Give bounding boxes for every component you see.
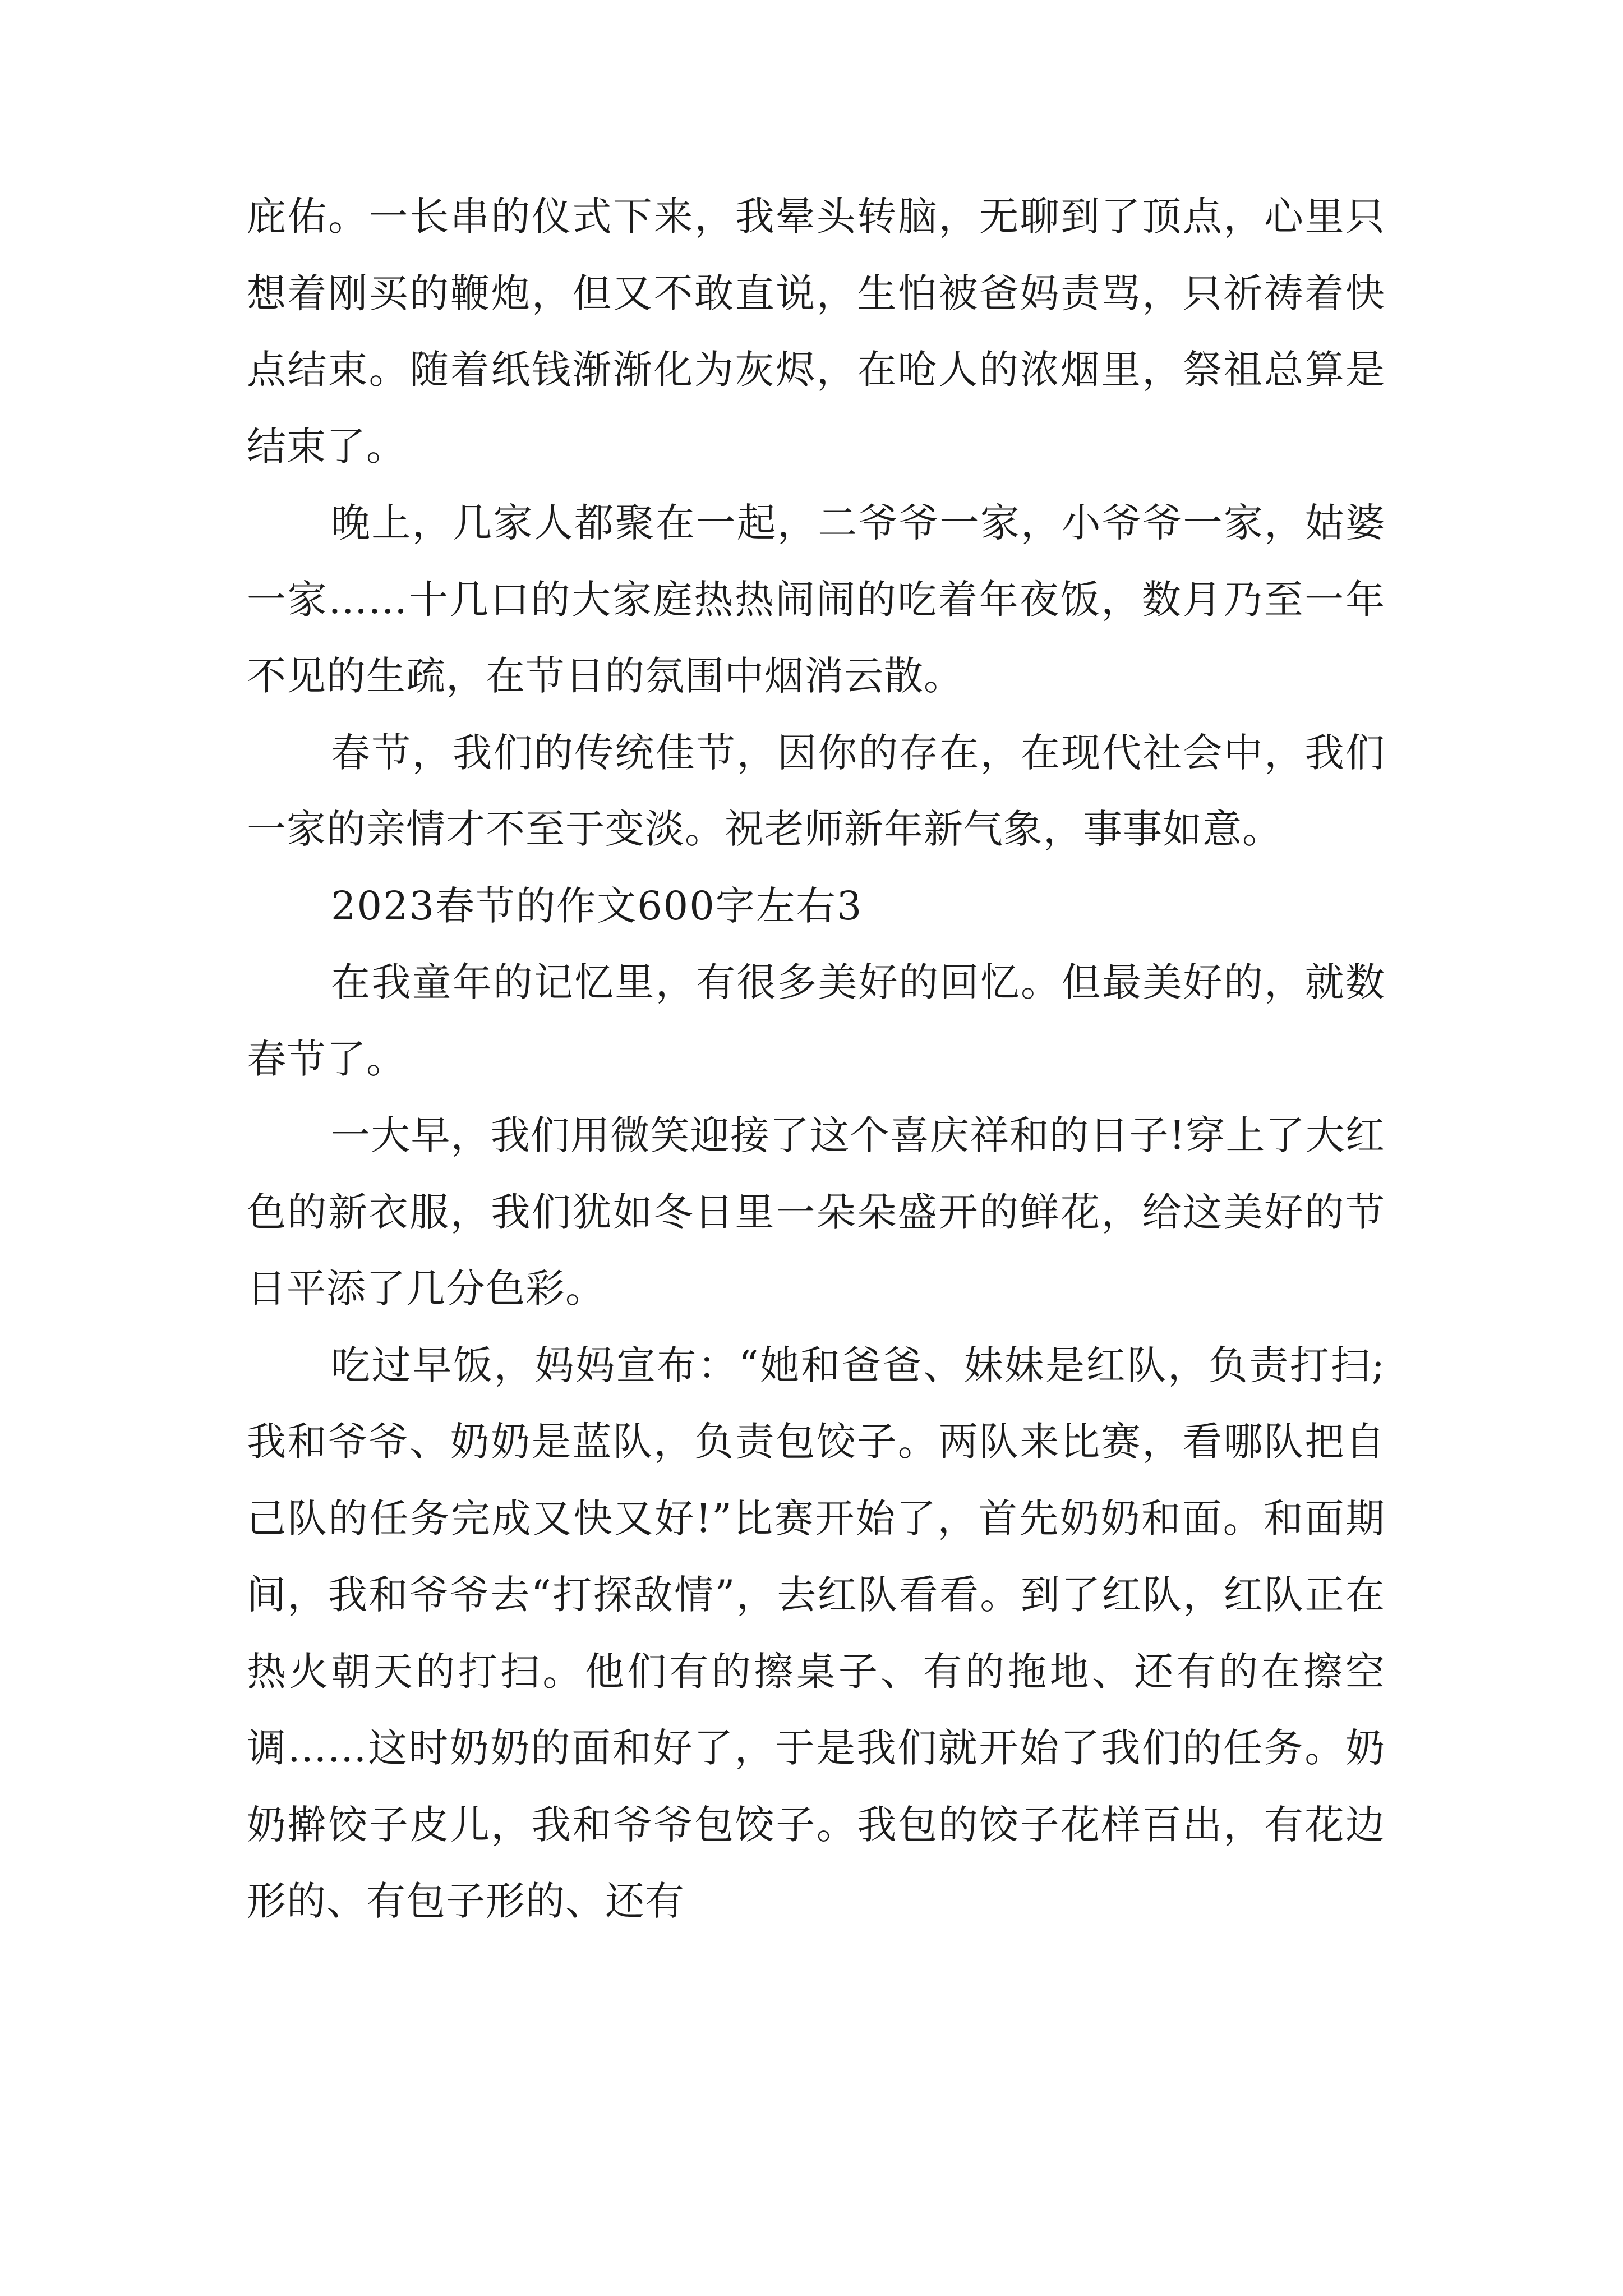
paragraph-dumpling-competition: 吃过早饭，妈妈宣布：“她和爸爸、妹妹是红队，负责打扫;我和爷爷、奶奶是蓝队，负责包饺子。两队来比赛，看哪队把自己队的任务完成又快又好!”比赛开始了，首先奶奶和面。和面期间，我和爷爷去“打探敌情”，去红队看看。到了红队，红队正在热火朝天的打扫。他们有的擦桌子、有的拖地、还有的在擦空调……这时奶奶的面和好了，于是我们就开始了我们的任务。奶奶擀饺子皮儿，我和爷爷包饺子。我包的饺子花样百出，有花边形的、有包子形的、还有 — [247, 1342, 1385, 1924]
paragraph-spring-festival-closing: 春节，我们的传统佳节，因你的存在，在现代社会中，我们一家的亲情才不至于变淡。祝老师新年新气象，事事如意。 — [247, 729, 1385, 852]
paragraph-morning-new-clothes: 一大早，我们用微笑迎接了这个喜庆祥和的日子!穿上了大红色的新衣服，我们犹如冬日里一朵朵盛开的鲜花，给这美好的节日平添了几分色彩。 — [247, 1112, 1385, 1312]
paragraph-continued: 庇佑。一长串的仪式下来，我晕头转脑，无聊到了顶点，心里只想着刚买的鞭炮，但又不敢直说，生怕被爸妈责骂，只祈祷着快点结束。随着纸钱渐渐化为灰烬，在呛人的浓烟里，祭祖总算是结束了。 — [247, 194, 1385, 470]
paragraph-new-year-eve-dinner: 晚上，几家人都聚在一起，二爷爷一家，小爷爷一家，姑婆一家……十几口的大家庭热热闹闹的吃着年夜饭，数月乃至一年不见的生疏，在节日的氛围中烟消云散。 — [247, 500, 1385, 699]
paragraph-childhood-memory: 在我童年的记忆里，有很多美好的回忆。但最美好的，就数春节了。 — [247, 959, 1385, 1082]
essay-heading: 2023春节的作文600字左右3 — [331, 882, 863, 929]
document-body — [247, 178, 1385, 1940]
